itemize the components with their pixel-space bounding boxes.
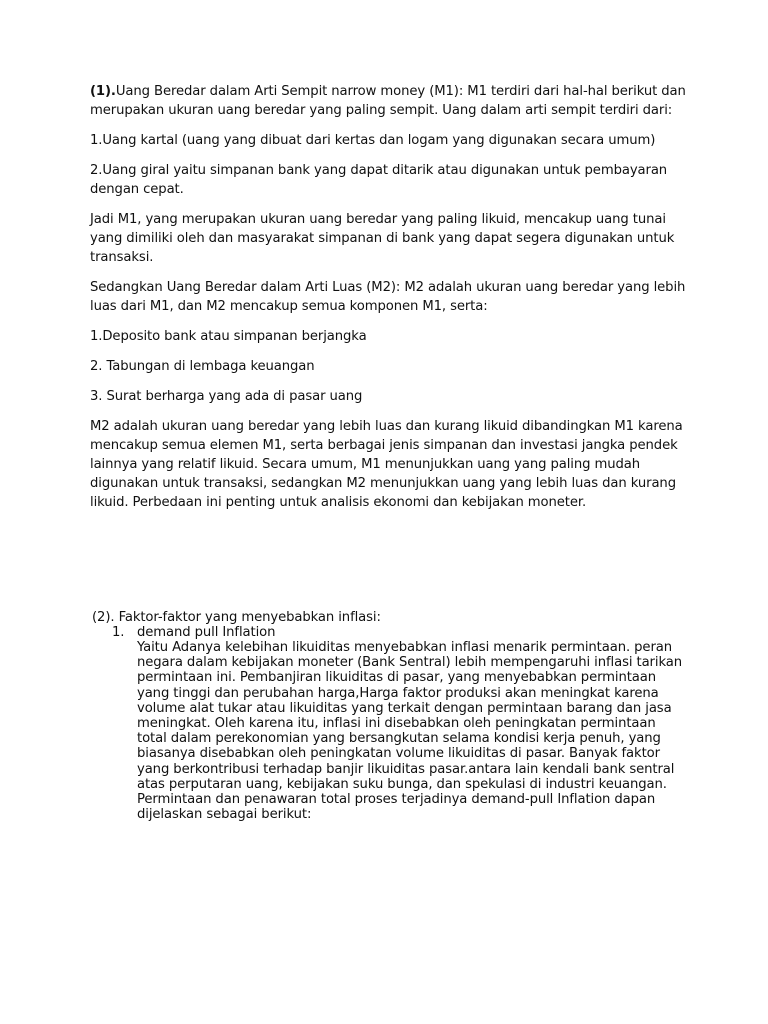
paragraph-deposito: 1.Deposito bank atau simpanan berjangka xyxy=(90,329,367,344)
intro-text: Uang Beredar dalam Arti Sempit narrow money (M1): M1 terdiri dari hal-hal berikut dan merupakan ukuran uang beredar yang paling sempit. Uang dalam arti sempit terdiri dari: xyxy=(90,84,686,118)
list-item-title: demand pull Inflation xyxy=(137,625,276,640)
list-item-text: Yaitu Adanya kelebihan likuiditas menyebabkan inflasi menarik permintaan. peran negara dalam kebijakan moneter (Bank Sentral) lebih mempengaruhi inflasi tarikan permintaan ini. Pembanjiran likuiditas di pasar, yang menyebabkan permintaan yang tinggi dan perubahan harga,Harga faktor produksi akan meningkat karena volume alat tukar atau likuiditas yang terkait dengan permintaan barang dan jasa meningkat. Oleh karena itu, inflasi ini disebabkan oleh peningkatan permintaan total dalam perekonomian yang bersangkutan selama kondisi kerja penuh, yang biasanya disebabkan oleh peningkatan volume likuiditas di pasar. Banyak faktor yang berkontribusi terhadap banjir likuiditas pasar.antara lain kendali bank sentral atas perputaran uang, kebijakan suku bunga, dan spekulasi di industri keuangan. Permintaan dan penawaran total proses terjadinya demand-pull Inflation dapan dijelaskan sebagai berikut: xyxy=(137,640,682,823)
section-heading: (2). Faktor-faktor yang menyebabkan inflasi: xyxy=(92,610,381,625)
paragraph-uang-giral: 2.Uang giral yaitu simpanan bank yang dapat ditarik atau digunakan untuk pembayaran dengan cepat. xyxy=(90,163,668,197)
list-number: 1. xyxy=(112,625,125,640)
section-money-supply xyxy=(90,82,690,523)
section-number: (1). xyxy=(90,84,116,99)
section-inflation-factors xyxy=(92,610,692,822)
paragraph-surat-berharga: 3. Surat berharga yang ada di pasar uang xyxy=(90,389,363,404)
paragraph-m2-intro: Sedangkan Uang Beredar dalam Arti Luas (M2): M2 adalah ukuran uang beredar yang lebih luas dari M1, dan M2 mencakup semua komponen M1, serta: xyxy=(90,280,686,314)
list-body xyxy=(137,625,682,822)
list-item xyxy=(92,625,692,822)
paragraph-m1-summary: Jadi M1, yang merupakan ukuran uang beredar yang paling likuid, mencakup uang tunai yang dimiliki oleh dan masyarakat simpanan di bank yang dapat segera digunakan untuk transaksi. xyxy=(90,212,675,265)
paragraph-uang-kartal: 1.Uang kartal (uang yang dibuat dari kertas dan logam yang digunakan secara umum) xyxy=(90,133,656,148)
intro-paragraph xyxy=(90,82,690,120)
paragraph-m2-summary: M2 adalah ukuran uang beredar yang lebih luas dan kurang likuid dibandingkan M1 karena mencakup semua elemen M1, serta berbagai jenis simpanan dan investasi jangka pendek lainnya yang relatif likuid. Secara umum, M1 menunjukkan uang yang paling mudah digunakan untuk transaksi, sedangkan M2 menunjukkan uang yang lebih luas dan kurang likuid. Perbedaan ini penting untuk analisis ekonomi dan kebijakan moneter. xyxy=(90,419,683,510)
paragraph-tabungan: 2. Tabungan di lembaga keuangan xyxy=(90,359,315,374)
